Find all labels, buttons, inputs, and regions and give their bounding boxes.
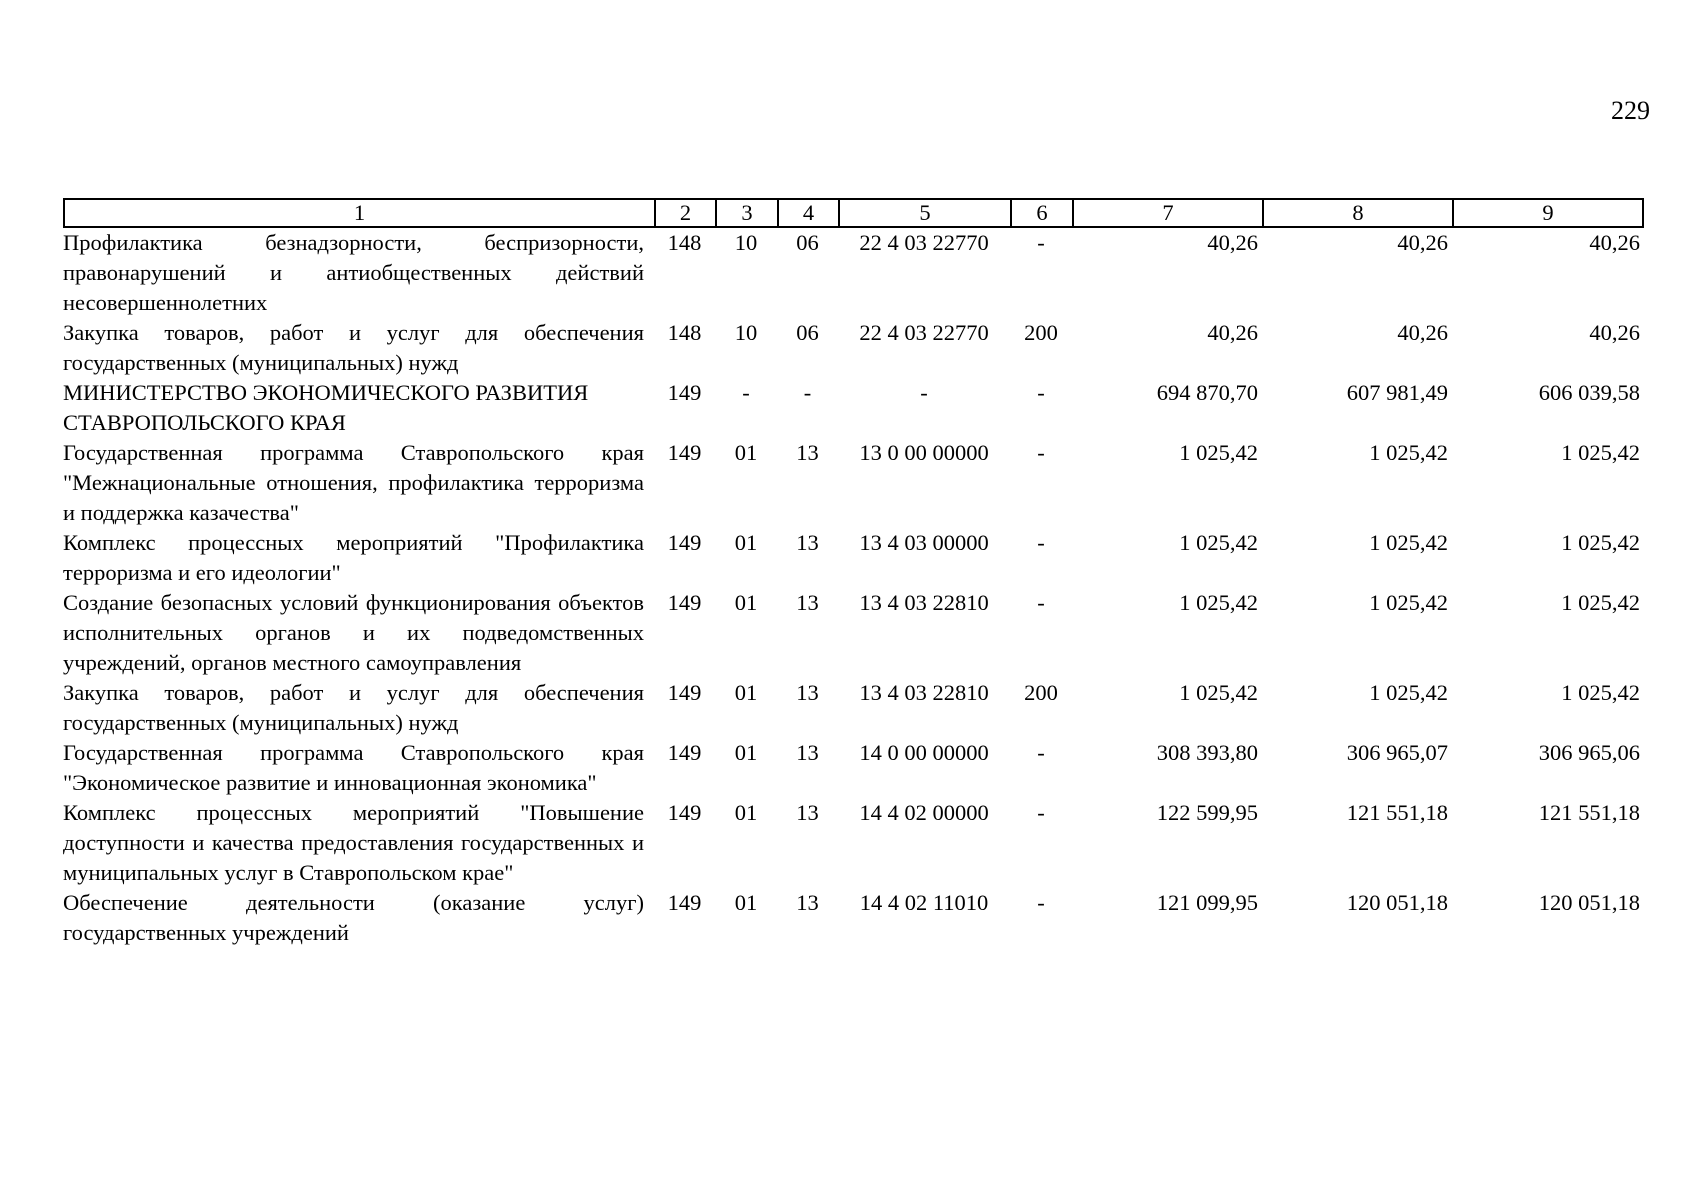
- header-col-5: 5: [838, 198, 1010, 228]
- row-col-7: 122 599,95: [1156, 800, 1258, 825]
- row-col-3: 01: [734, 530, 758, 555]
- budget-table: [63, 198, 1644, 948]
- row-col-4: 13: [796, 890, 819, 915]
- row-col-8: 1 025,42: [1369, 440, 1448, 465]
- table-row: [63, 318, 1644, 378]
- row-col-7: 308 393,80: [1156, 740, 1258, 765]
- row-col-8: 1 025,42: [1369, 590, 1448, 615]
- row-col-8: 306 965,07: [1346, 740, 1448, 765]
- row-col-7: 40,26: [1207, 230, 1258, 255]
- row-col-7: 1 025,42: [1179, 590, 1258, 615]
- row-col-5: -: [920, 380, 928, 405]
- header-col-3: 3: [715, 198, 777, 228]
- row-col-7: 1 025,42: [1179, 440, 1258, 465]
- row-col-6: -: [1037, 530, 1045, 555]
- row-col-9: 606 039,58: [1538, 380, 1640, 405]
- row-col-8: 607 981,49: [1346, 380, 1448, 405]
- table-row: [63, 528, 1644, 588]
- header-col-1: 1: [63, 198, 654, 228]
- row-name: Закупка товаров, работ и услуг для обеспечения государственных (муниципальных) нужд: [63, 320, 644, 375]
- row-col-4: 13: [796, 800, 819, 825]
- row-col-3: 10: [734, 320, 758, 345]
- row-col-4: 13: [796, 590, 819, 615]
- row-col-2: 148: [667, 230, 702, 255]
- row-col-7: 1 025,42: [1179, 680, 1258, 705]
- table-row: [63, 888, 1644, 948]
- row-col-5: 22 4 03 22770: [859, 320, 989, 345]
- row-col-5: 13 0 00 00000: [859, 440, 989, 465]
- table-row: [63, 438, 1644, 528]
- row-col-8: 1 025,42: [1369, 680, 1448, 705]
- row-col-2: 149: [667, 440, 702, 465]
- table-row: [63, 678, 1644, 738]
- row-col-8: 1 025,42: [1369, 530, 1448, 555]
- row-col-2: 149: [667, 800, 702, 825]
- table-body: [63, 228, 1644, 948]
- row-col-2: 149: [667, 740, 702, 765]
- row-col-5: 13 4 03 22810: [859, 680, 989, 705]
- row-col-3: 01: [734, 440, 758, 465]
- row-col-6: -: [1037, 890, 1045, 915]
- row-col-9: 40,26: [1589, 320, 1640, 345]
- header-col-8: 8: [1262, 198, 1452, 228]
- row-name: Обеспечение деятельности (оказание услуг) государственных учреждений: [63, 890, 644, 945]
- header-col-9: 9: [1452, 198, 1644, 228]
- row-col-2: 149: [667, 380, 702, 405]
- header-row: [63, 198, 1644, 228]
- row-col-5: 13 4 03 22810: [859, 590, 989, 615]
- row-col-4: 13: [796, 680, 819, 705]
- row-col-8: 40,26: [1397, 230, 1448, 255]
- row-name: Закупка товаров, работ и услуг для обеспечения государственных (муниципальных) нужд: [63, 680, 644, 735]
- row-col-5: 13 4 03 00000: [859, 530, 989, 555]
- row-col-2: 148: [667, 320, 702, 345]
- table-header: [63, 198, 1644, 228]
- row-col-3: 01: [734, 680, 758, 705]
- row-col-9: 1 025,42: [1561, 530, 1640, 555]
- row-col-2: 149: [667, 680, 702, 705]
- row-col-4: 13: [796, 740, 819, 765]
- row-col-5: 22 4 03 22770: [859, 230, 989, 255]
- row-col-3: 01: [734, 590, 758, 615]
- row-name: Государственная программа Ставропольского края "Межнациональные отношения, профилактика терроризма и поддержка казачества": [63, 440, 644, 525]
- row-col-2: 149: [667, 530, 702, 555]
- row-col-9: 120 051,18: [1538, 890, 1640, 915]
- page-number: 229: [1611, 96, 1650, 125]
- row-col-3: 01: [734, 800, 758, 825]
- row-col-8: 121 551,18: [1346, 800, 1448, 825]
- row-col-4: -: [803, 380, 812, 405]
- row-col-6: -: [1037, 800, 1045, 825]
- row-col-9: 1 025,42: [1561, 440, 1640, 465]
- row-name: Профилактика безнадзорности, беспризорности, правонарушений и антиобщественных действий несовершеннолетних: [63, 230, 644, 315]
- table-row: [63, 738, 1644, 798]
- row-name: Государственная программа Ставропольского края "Экономическое развитие и инновационная экономика": [63, 740, 644, 795]
- row-col-2: 149: [667, 590, 702, 615]
- row-col-9: 1 025,42: [1561, 590, 1640, 615]
- row-col-6: -: [1037, 230, 1045, 255]
- row-col-6: -: [1037, 440, 1045, 465]
- row-name: Комплекс процессных мероприятий "Повышение доступности и качества предоставления государственных и муниципальных услуг в Ставропольском крае": [63, 800, 644, 885]
- row-name: Комплекс процессных мероприятий "Профилактика терроризма и его идеологии": [63, 530, 644, 585]
- row-col-6: -: [1037, 740, 1045, 765]
- table-row: [63, 378, 1644, 438]
- row-col-7: 121 099,95: [1156, 890, 1258, 915]
- header-col-2: 2: [654, 198, 715, 228]
- row-col-6: 200: [1024, 320, 1058, 345]
- row-col-6: 200: [1024, 680, 1058, 705]
- row-name: МИНИСТЕРСТВО ЭКОНОМИЧЕСКОГО РАЗВИТИЯ СТАВРОПОЛЬСКОГО КРАЯ: [63, 380, 589, 435]
- row-col-9: 40,26: [1589, 230, 1640, 255]
- table-row: [63, 798, 1644, 888]
- row-col-8: 120 051,18: [1346, 890, 1448, 915]
- row-col-9: 1 025,42: [1561, 680, 1640, 705]
- row-col-9: 306 965,06: [1538, 740, 1640, 765]
- row-col-7: 40,26: [1207, 320, 1258, 345]
- row-col-5: 14 0 00 00000: [859, 740, 989, 765]
- header-col-7: 7: [1072, 198, 1262, 228]
- row-col-6: -: [1037, 380, 1045, 405]
- table-row: [63, 228, 1644, 318]
- row-name: Создание безопасных условий функционирования объектов исполнительных органов и их подведомственных учреждений, органов местного самоуправления: [63, 590, 644, 675]
- row-col-7: 694 870,70: [1156, 380, 1258, 405]
- row-col-4: 13: [796, 530, 819, 555]
- row-col-3: -: [742, 380, 750, 405]
- row-col-8: 40,26: [1397, 320, 1448, 345]
- row-col-4: 06: [796, 230, 819, 255]
- row-col-6: -: [1037, 590, 1045, 615]
- row-col-3: 01: [734, 740, 758, 765]
- row-col-2: 149: [667, 890, 702, 915]
- row-col-9: 121 551,18: [1538, 800, 1640, 825]
- header-col-4: 4: [777, 198, 838, 228]
- row-col-7: 1 025,42: [1179, 530, 1258, 555]
- header-col-6: 6: [1010, 198, 1072, 228]
- row-col-4: 13: [796, 440, 819, 465]
- row-col-3: 10: [734, 230, 758, 255]
- row-col-5: 14 4 02 00000: [859, 800, 989, 825]
- row-col-5: 14 4 02 11010: [859, 890, 989, 915]
- row-col-3: 01: [734, 890, 758, 915]
- table-row: [63, 588, 1644, 678]
- row-col-4: 06: [796, 320, 819, 345]
